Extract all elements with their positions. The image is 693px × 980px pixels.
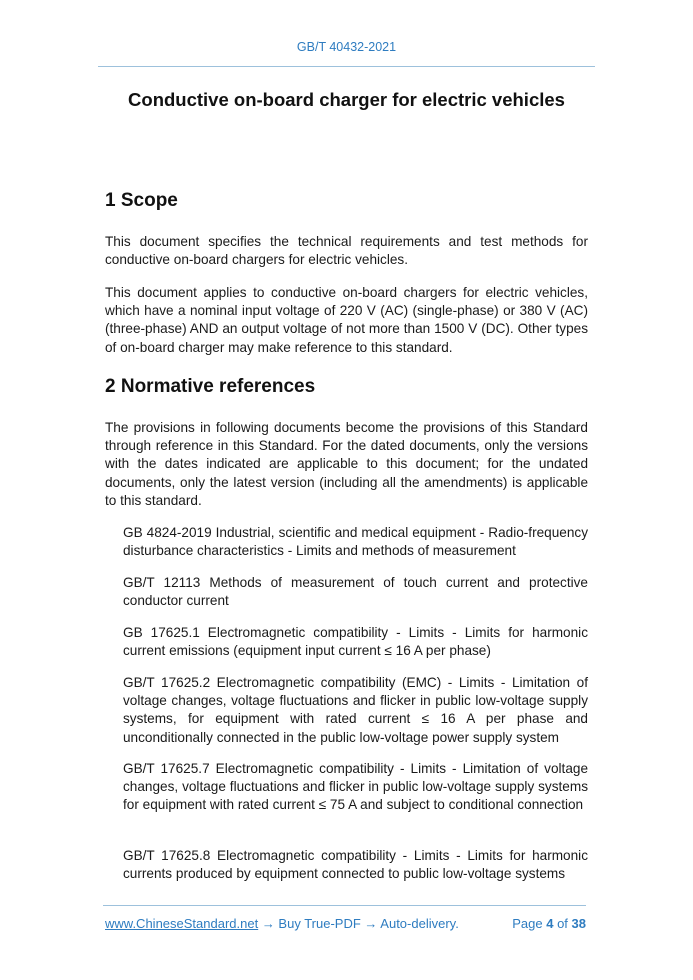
- reference-item: GB 17625.1 Electromagnetic compatibility - Limits - Limits for harmonic current emissions (equipment input current ≤ 16 A per phase): [123, 625, 588, 659]
- scope-paragraph-2: This document applies to conductive on-board chargers for electric vehicles, which have a nominal input voltage of 220 V (AC) (single-phase) or 380 V (AC) (three-phase) AND an output voltage of not more than 1500 V (DC). Other types of on-board charger may make reference to this standard.: [105, 285, 588, 355]
- reference-item: GB/T 17625.8 Electromagnetic compatibility - Limits - Limits for harmonic currents produced by equipment connected to public low-voltage systems: [123, 848, 588, 882]
- page-indicator: [512, 916, 586, 931]
- reference-item: GB 4824-2019 Industrial, scientific and medical equipment - Radio-frequency disturbance characteristics - Limits and methods of measurement: [123, 525, 588, 559]
- website-link[interactable]: www.ChineseStandard.net: [105, 916, 259, 931]
- header-divider: [98, 66, 595, 67]
- section-heading-normative-references: 2 Normative references: [105, 376, 316, 397]
- page-current: 4: [546, 916, 554, 931]
- section-heading-scope: 1 Scope: [105, 190, 178, 211]
- reference-item: GB/T 17625.2 Electromagnetic compatibility (EMC) - Limits - Limitation of voltage changes, voltage fluctuations and flicker in public low-voltage supply systems, for equipment with rated current ≤ 16 A per phase and unconditionally connected in the public low-voltage power supply system: [123, 675, 588, 745]
- document-title: Conductive on-board charger for electric vehicles: [128, 89, 565, 110]
- reference-item: GB/T 12113 Methods of measurement of touch current and protective conductor current: [123, 575, 588, 609]
- reference-item: GB/T 17625.7 Electromagnetic compatibility - Limits - Limitation of voltage changes, voltage fluctuations and flicker in public low-voltage supply systems for equipment with rated current ≤ 75 A and subject to conditional connection: [123, 761, 588, 813]
- page-header: GB/T 40432-2021: [296, 40, 397, 54]
- page-label: Page: [512, 916, 543, 931]
- scope-paragraph-1: This document specifies the technical requirements and test methods for conductive on-board chargers for electric vehicles.: [105, 234, 588, 268]
- normative-references-intro: The provisions in following documents become the provisions of this Standard through reference in this Standard. For the dated documents, only the versions with the dates indicated are applicable to this document; for the undated documents, only the latest version (including all the amendments) is applicable to this standard.: [105, 420, 588, 508]
- page-footer: [105, 916, 588, 931]
- page-total: 38: [571, 916, 586, 931]
- page-of: of: [557, 916, 568, 931]
- footer-divider: [103, 905, 586, 906]
- promo-text: → Buy True-PDF → Auto-delivery.: [258, 916, 459, 931]
